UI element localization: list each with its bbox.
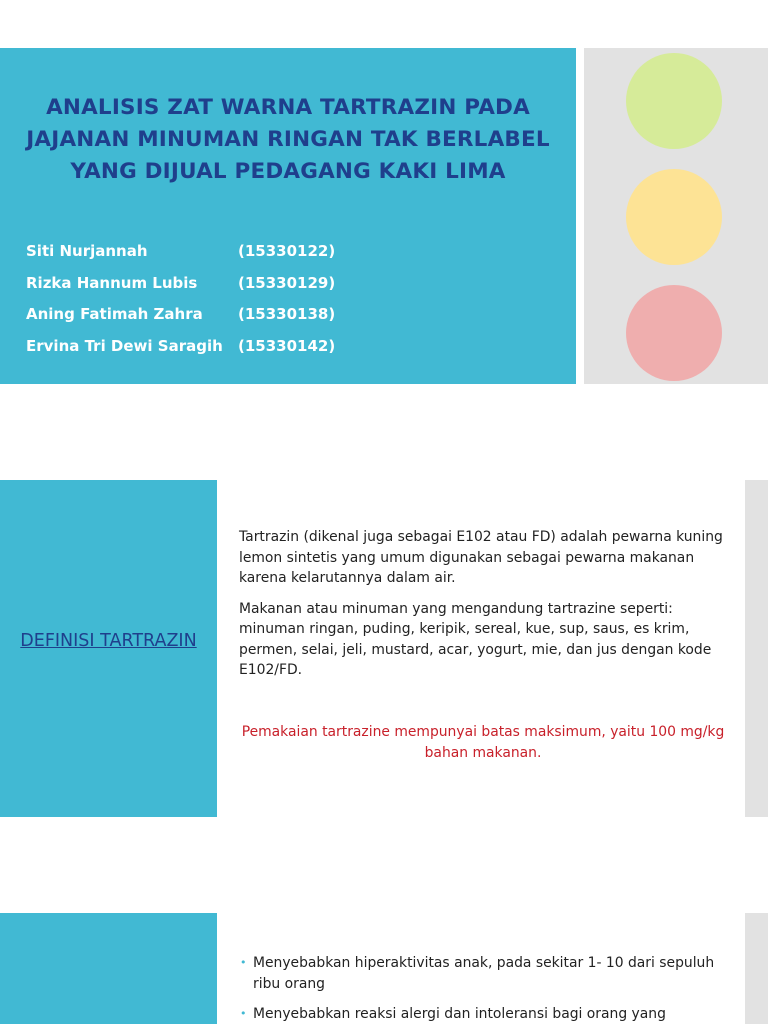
decorative-circle-panel [584,48,768,384]
title-slide [0,48,768,384]
author-row [26,331,566,363]
definition-text [239,527,736,691]
side-strip [745,480,768,817]
bullet-text: Menyebabkan reaksi alergi dan intoleransi bagi orang yang [253,1006,666,1022]
side-strip [745,913,768,1024]
paragraph: Tartrazin (dikenal juga sebagai E102 atau FD) adalah pewarna kuning lemon sintetis yang umum digunakan sebagai pewarna makanan karena kelarutannya dalam air. [239,529,723,586]
bullet-icon: • [240,956,247,969]
author-name: Siti Nurjannah [26,242,148,260]
red-circle [626,285,722,381]
definition-slide [0,480,768,817]
presentation-title: ANALISIS ZAT WARNA TARTRAZIN PADA JAJANAN MINUMAN RINGAN TAK BERLABEL YANG DIJUAL PEDAGANG KAKI LIMA [26,95,550,184]
list-item [240,953,736,994]
green-circle [626,53,722,149]
title-panel [0,48,576,384]
paragraph: Makanan atau minuman yang mengandung tartrazine seperti: minuman ringan, puding, keripik, sereal, kue, sup, saus, es krim, permen, selai, jeli, mustard, acar, yogurt, mie, dan jus dengan kode E102/FD. [239,600,712,678]
author-id: (15330122) [238,242,336,260]
section-side-panel [0,913,217,1024]
author-list [26,236,566,362]
author-row [26,299,566,331]
author-row [26,268,566,300]
effects-slide [0,913,768,1024]
section-side-panel [0,480,217,817]
author-id: (15330129) [238,273,336,292]
author-name: Ervina Tri Dewi Saragih [26,336,223,355]
yellow-circle [626,169,722,265]
highlight-note: Pemakaian tartrazine mempunyai batas maksimum, yaitu 100 mg/kg bahan makanan. [241,724,725,761]
author-id: (15330142) [238,336,336,355]
list-item [240,1004,736,1025]
section-title: DEFINISI TARTRAZIN [20,631,197,651]
bullet-icon: • [240,1007,247,1020]
bullet-list [240,953,736,1035]
author-name: Aning Fatimah Zahra [26,305,203,323]
author-id: (15330138) [238,305,336,323]
author-row [26,236,566,268]
author-name: Rizka Hannum Lubis [26,273,198,292]
bullet-text: Menyebabkan hiperaktivitas anak, pada sekitar 1- 10 dari sepuluh ribu orang [253,955,715,992]
